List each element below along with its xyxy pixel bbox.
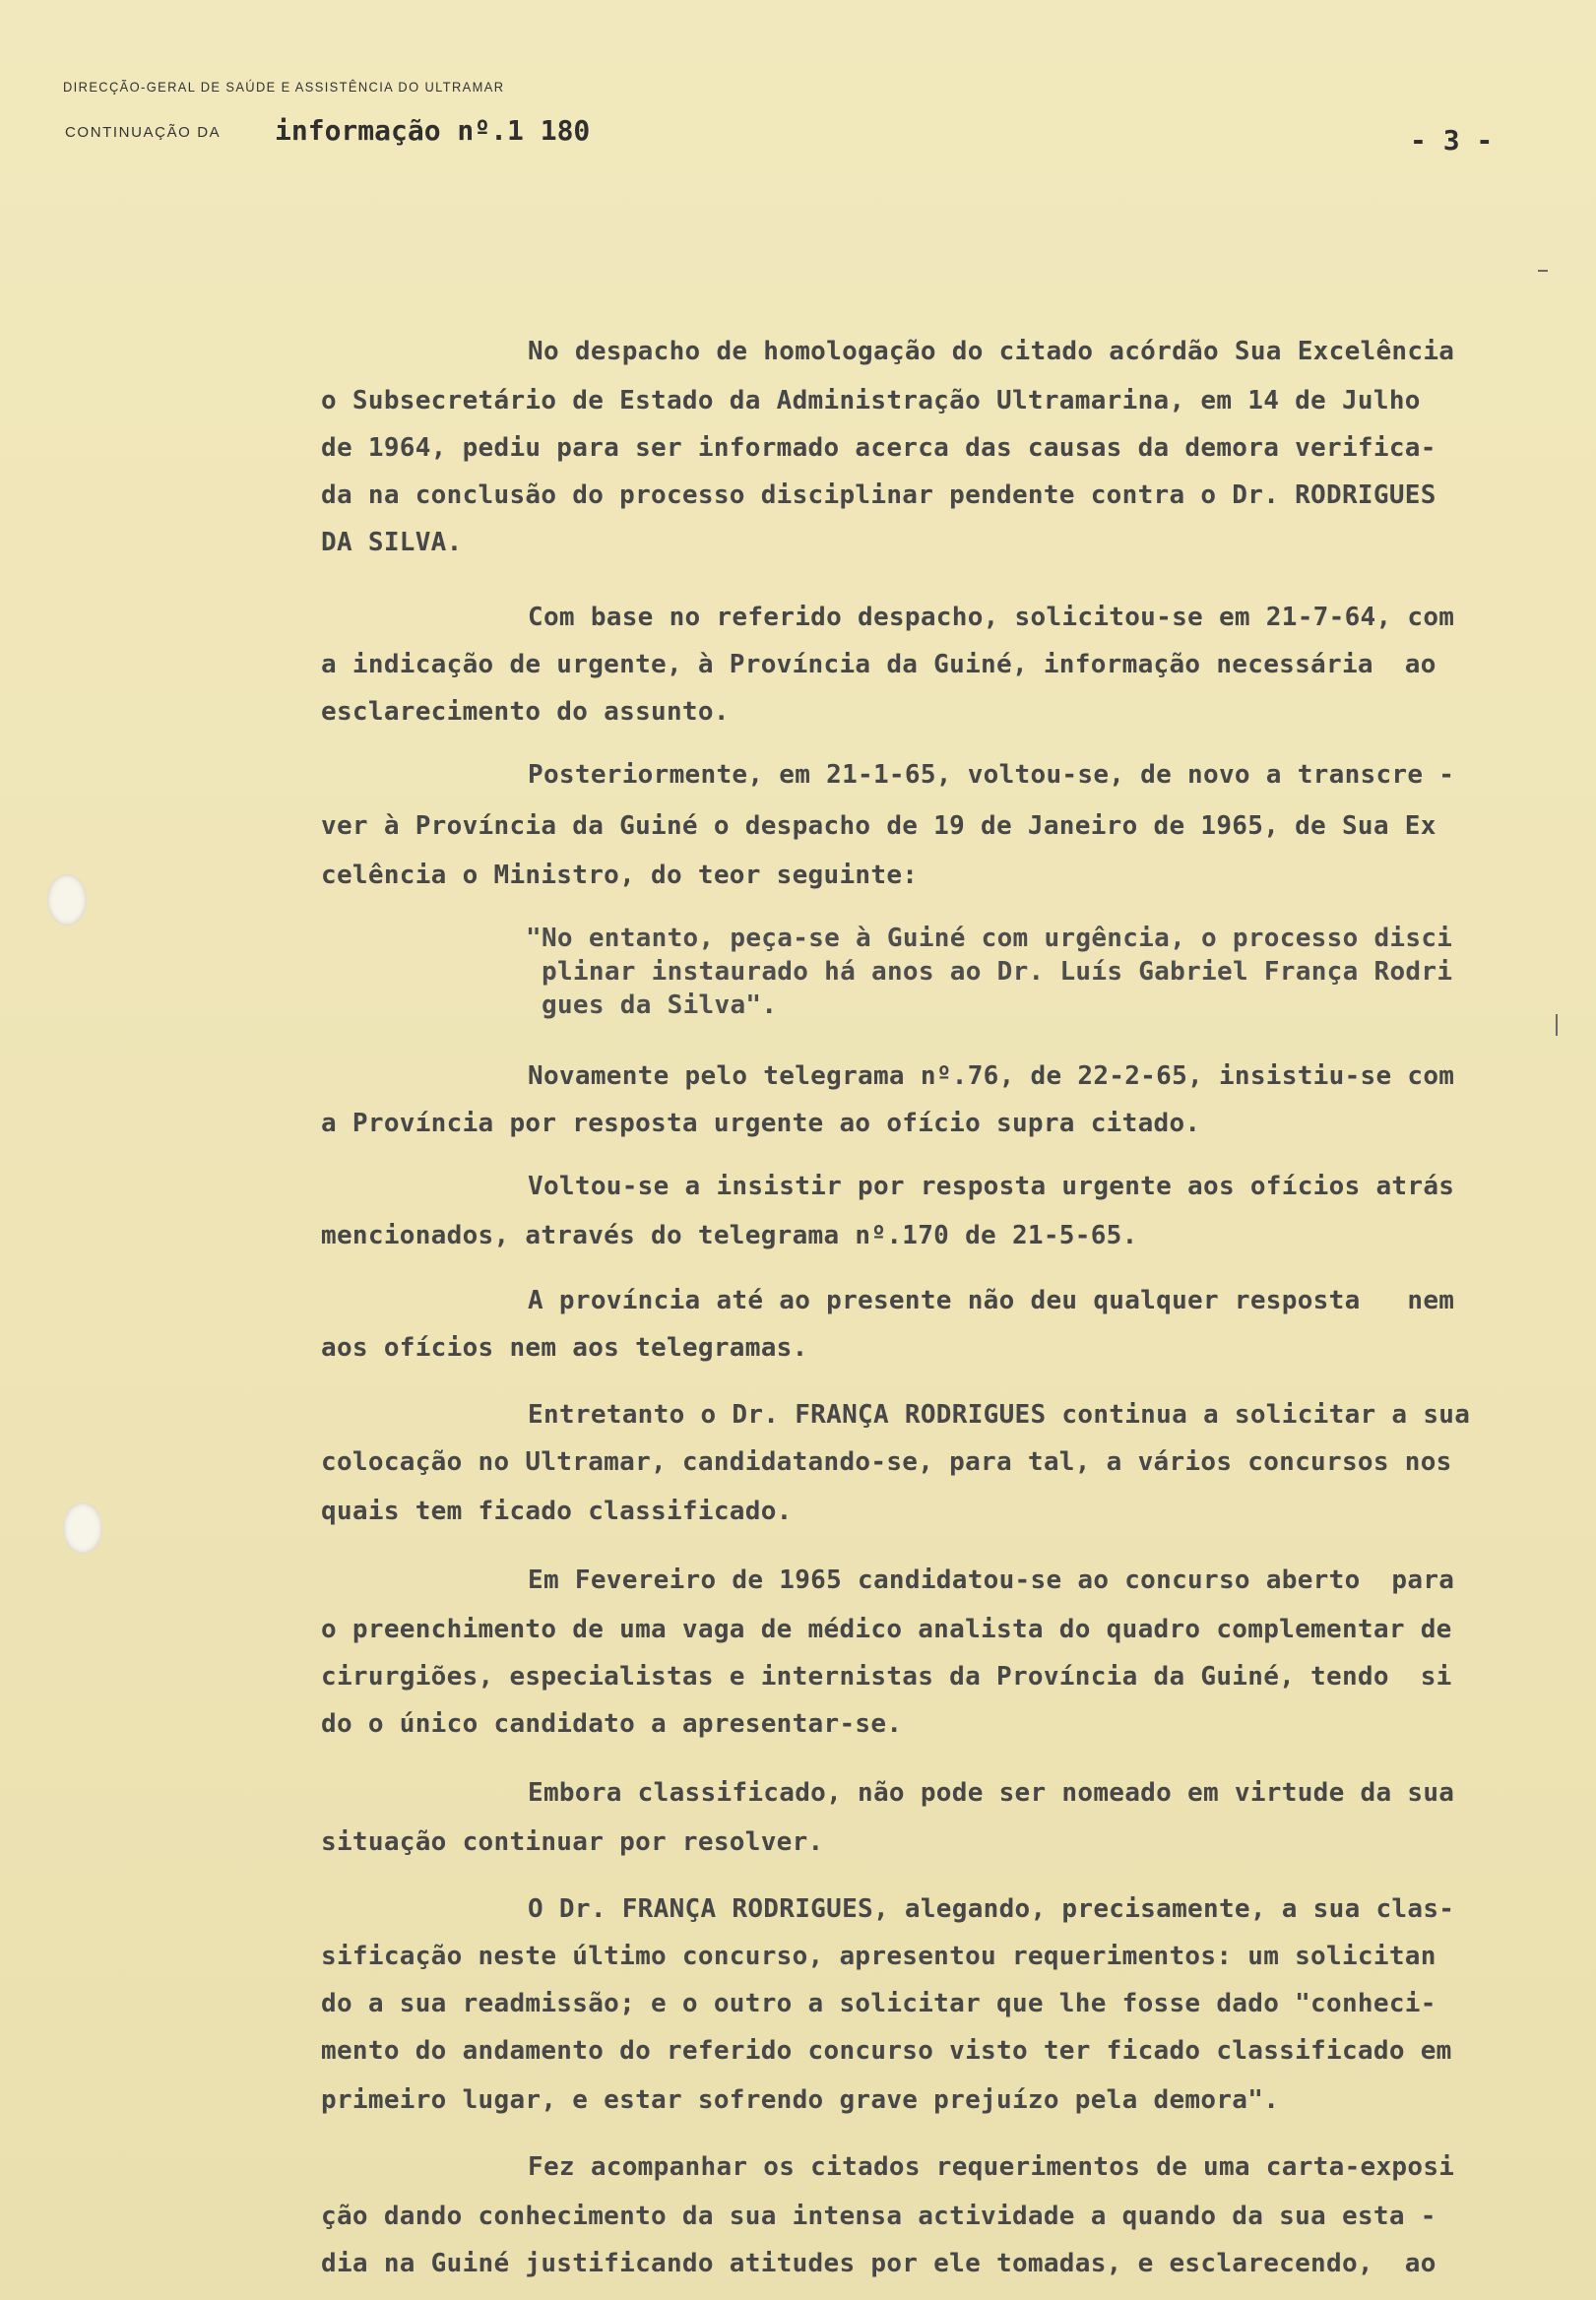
text-line: primeiro lugar, e estar sofrendo grave prejuízo pela demora". (321, 2085, 1280, 2115)
text-line: o preenchimento de uma vaga de médico analista do quadro complementar de (321, 1615, 1452, 1644)
quote-line: gues da Silva". (542, 990, 778, 1020)
margin-mark (1556, 1014, 1558, 1036)
text-line: ção dando conhecimento da sua intensa actividade a quando da sua esta - (321, 2202, 1436, 2231)
text-line: do o único candidato a apresentar-se. (321, 1709, 903, 1739)
text-line: de 1964, pediu para ser informado acerca das causas da demora verifica- (321, 433, 1436, 463)
text-line: Novamente pelo telegrama nº.76, de 22-2-65, insistiu-se com (528, 1061, 1455, 1091)
text-line: DA SILVA. (321, 528, 463, 557)
text-line: aos ofícios nem aos telegramas. (321, 1333, 808, 1363)
text-line: A província até ao presente não deu qualquer resposta nem (528, 1286, 1455, 1315)
text-line: Com base no referido despacho, solicitou-se em 21-7-64, com (528, 603, 1455, 632)
text-line: ver à Província da Guiné o despacho de 19 de Janeiro de 1965, de Sua Ex (321, 811, 1436, 841)
text-line: situação continuar por resolver. (321, 1827, 824, 1857)
text-line: mento do andamento do referido concurso visto ter ficado classificado em (321, 2036, 1452, 2066)
text-line: esclarecimento do assunto. (321, 697, 730, 727)
text-line: cirurgiões, especialistas e internistas da Província da Guiné, tendo si (321, 1662, 1452, 1692)
text-line: Voltou-se a insistir por resposta urgente aos ofícios atrás (528, 1172, 1455, 1201)
text-line: sificação neste último concurso, apresentou requerimentos: um solicitan (321, 1942, 1436, 1971)
page-number: - 3 - (1410, 124, 1494, 157)
quote-line: "No entanto, peça-se à Guiné com urgência, o processo disci (526, 924, 1453, 953)
text-line: do a sua readmissão; e o outro a solicitar que lhe fosse dado "conheci- (321, 1989, 1436, 2018)
text-line: O Dr. FRANÇA RODRIGUES, alegando, precisamente, a sua clas- (528, 1894, 1455, 1924)
text-line: colocação no Ultramar, candidatando-se, para tal, a vários concursos nos (321, 1447, 1452, 1477)
header-organization: DIRECÇÃO-GERAL DE SAÚDE E ASSISTÊNCIA DO ULTRAMAR (63, 79, 505, 95)
text-line: Entretanto o Dr. FRANÇA RODRIGUES continua a solicitar a sua (528, 1400, 1471, 1430)
text-line: Embora classificado, não pode ser nomeado em virtude da sua (528, 1778, 1455, 1808)
text-line: quais tem ficado classificado. (321, 1497, 793, 1526)
header-reference: informação nº.1 180 (275, 114, 591, 147)
text-line: a Província por resposta urgente ao ofício supra citado. (321, 1109, 1201, 1138)
punch-hole-top (47, 874, 87, 926)
text-line: Em Fevereiro de 1965 candidatou-se ao concurso aberto para (528, 1565, 1455, 1595)
text-line: mencionados, através do telegrama nº.170 de 21-5-65. (321, 1221, 1138, 1250)
text-line: celência o Ministro, do teor seguinte: (321, 861, 919, 890)
text-line: Fez acompanhar os citados requerimentos de uma carta-exposi (528, 2152, 1455, 2182)
quote-line: plinar instaurado há anos ao Dr. Luís Gabriel França Rodri (542, 957, 1453, 987)
text-line: a indicação de urgente, à Província da Guiné, informação necessária ao (321, 650, 1436, 679)
margin-mark (1538, 270, 1548, 272)
text-line: dia na Guiné justificando atitudes por ele tomadas, e esclarecendo, ao (321, 2249, 1436, 2278)
text-line: No despacho de homologação do citado acórdão Sua Excelência (528, 337, 1455, 366)
text-line: da na conclusão do processo disciplinar pendente contra o Dr. RODRIGUES (321, 480, 1436, 510)
header-continuation-label: CONTINUAÇÃO DA (65, 124, 222, 141)
text-line: o Subsecretário de Estado da Administração Ultramarina, em 14 de Julho (321, 386, 1421, 415)
text-line: Posteriormente, em 21-1-65, voltou-se, de novo a transcre - (528, 760, 1455, 790)
punch-hole-bottom (63, 1502, 102, 1554)
